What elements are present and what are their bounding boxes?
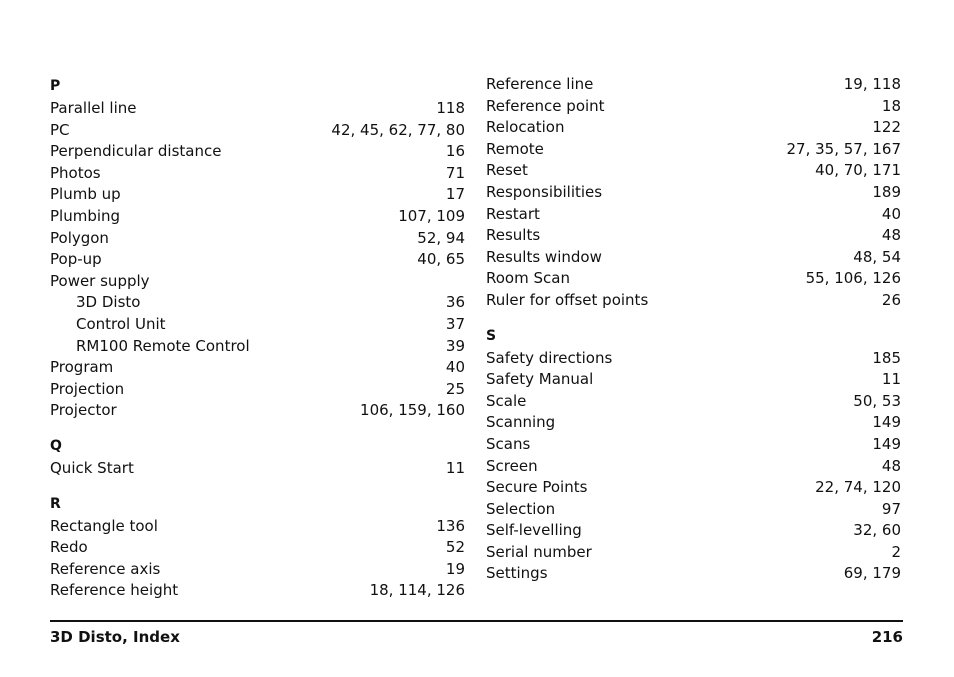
- page-references: 48: [880, 225, 901, 247]
- page-references: 69, 179: [842, 563, 901, 585]
- page-references: 25: [444, 379, 465, 401]
- index-term: Selection: [486, 499, 556, 518]
- index-subentry: [50, 292, 465, 314]
- page-references: 26: [880, 290, 901, 312]
- index-term: Power supply: [50, 271, 150, 290]
- page-references: 136: [434, 516, 465, 538]
- index-entry: [486, 290, 901, 312]
- index-term: Relocation: [486, 118, 565, 137]
- section-spacer: [486, 312, 901, 324]
- page-references: 11: [444, 458, 465, 480]
- page-references: 50, 53: [851, 391, 901, 413]
- page-references: 19: [444, 559, 465, 581]
- index-entry: [486, 477, 901, 499]
- index-entry: [50, 516, 465, 538]
- page-references: 42, 45, 62, 77, 80: [329, 120, 465, 142]
- index-entry: [486, 247, 901, 269]
- footer-title: 3D Disto, Index: [50, 628, 180, 646]
- page-references: 18, 114, 126: [368, 580, 465, 602]
- section-spacer: [50, 422, 465, 434]
- page-references: 22, 74, 120: [813, 477, 901, 499]
- page-references: 149: [870, 434, 901, 456]
- page-references: 97: [880, 499, 901, 521]
- page-references: 189: [870, 182, 901, 204]
- index-entry: [50, 120, 465, 142]
- page-references: 11: [880, 369, 901, 391]
- page-references: 52, 94: [415, 228, 465, 250]
- index-term: Restart: [486, 204, 540, 223]
- page-references: 40: [880, 204, 901, 226]
- index-entry: [486, 348, 901, 370]
- section-letter: R: [50, 495, 61, 512]
- index-term: Settings: [486, 564, 548, 583]
- index-term: Polygon: [50, 228, 109, 247]
- index-term: Reset: [486, 161, 528, 180]
- index-entry: [486, 369, 901, 391]
- index-term: Reference line: [486, 75, 594, 93]
- index-term: Scanning: [486, 413, 556, 432]
- page-references: 48: [880, 456, 901, 478]
- index-term: Safety Manual: [486, 370, 594, 389]
- page-references: 107, 109: [396, 206, 465, 228]
- index-entry: [50, 400, 465, 422]
- page-references: 185: [870, 348, 901, 370]
- index-entry: [486, 204, 901, 226]
- index-term: Redo: [50, 538, 88, 557]
- index-term: Plumbing: [50, 206, 121, 225]
- index-term: Responsibilities: [486, 182, 603, 201]
- page-references: 16: [444, 141, 465, 163]
- index-entry: [50, 141, 465, 163]
- index-term: Scale: [486, 391, 527, 410]
- index-term: Safety directions: [486, 348, 613, 367]
- section-spacer: [50, 480, 465, 492]
- index-entry: [50, 184, 465, 206]
- index-term: 3D Disto: [76, 293, 141, 312]
- page-footer: [50, 620, 903, 646]
- index-entry: [50, 559, 465, 581]
- index-term: Room Scan: [486, 269, 570, 288]
- index-term: Photos: [50, 163, 101, 182]
- page-references: 39: [444, 336, 465, 358]
- page-references: 71: [444, 163, 465, 185]
- index-subentry: [50, 336, 465, 358]
- index-term: Scans: [486, 434, 531, 453]
- page-references: 19, 118: [842, 74, 901, 96]
- index-entry: [486, 96, 901, 118]
- page-references: 18: [880, 96, 901, 118]
- index-term: Projector: [50, 401, 117, 420]
- section-letter: S: [486, 327, 497, 344]
- index-entry: [486, 520, 901, 542]
- page-references: 32, 60: [851, 520, 901, 542]
- index-term: RM100 Remote Control: [76, 336, 250, 355]
- page-references: 27, 35, 57, 167: [785, 139, 902, 161]
- index-entry: [486, 74, 901, 96]
- index-entry: [486, 268, 901, 290]
- page-references: 40, 65: [415, 249, 465, 271]
- index-entry: [486, 499, 901, 521]
- index-entry: [486, 139, 901, 161]
- index-entry: [486, 456, 901, 478]
- index-entry: [486, 182, 901, 204]
- index-column-right: [486, 74, 901, 585]
- index-entry: [50, 357, 465, 379]
- page-references: 122: [870, 117, 901, 139]
- page-number: 216: [871, 628, 903, 646]
- index-entry: [486, 542, 901, 564]
- index-term: PC: [50, 120, 70, 139]
- section-letter: Q: [50, 437, 62, 454]
- index-term: Serial number: [486, 542, 592, 561]
- page-references: 36: [444, 292, 465, 314]
- index-term: Screen: [486, 456, 538, 475]
- index-term: Self-levelling: [486, 521, 582, 540]
- index-entry: [50, 458, 465, 480]
- page-references: 37: [444, 314, 465, 336]
- index-term: Reference point: [486, 96, 605, 115]
- index-entry: [50, 580, 465, 602]
- page-references: 2: [889, 542, 901, 564]
- index-entry: [50, 98, 465, 120]
- index-subentry: [50, 314, 465, 336]
- index-entry: [486, 391, 901, 413]
- index-entry: [50, 249, 465, 271]
- page-references: 40, 70, 171: [813, 160, 901, 182]
- index-term: Results window: [486, 247, 602, 266]
- index-term: Reference height: [50, 581, 179, 600]
- index-entry: [50, 228, 465, 250]
- index-term: Rectangle tool: [50, 516, 158, 535]
- page-references: 17: [444, 184, 465, 206]
- page-references: 40: [444, 357, 465, 379]
- index-entry: [50, 537, 465, 559]
- index-entry: [486, 160, 901, 182]
- index-entry: [50, 163, 465, 185]
- index-term: Pop-up: [50, 250, 102, 269]
- page-references: 106, 159, 160: [358, 400, 465, 422]
- index-entry: [486, 412, 901, 434]
- index-term: Control Unit: [76, 314, 166, 333]
- index-column-left: [50, 74, 465, 602]
- index-group-heading: [50, 271, 465, 293]
- index-term: Reference axis: [50, 559, 161, 578]
- index-term: Ruler for offset points: [486, 290, 649, 309]
- index-term: Perpendicular distance: [50, 142, 222, 161]
- index-entry: [486, 434, 901, 456]
- index-entry: [50, 379, 465, 401]
- index-term: Quick Start: [50, 458, 134, 477]
- index-entry: [486, 563, 901, 585]
- index-term: Remote: [486, 139, 544, 158]
- index-entry: [486, 225, 901, 247]
- page-references: 48, 54: [851, 247, 901, 269]
- index-term: Projection: [50, 379, 125, 398]
- index-term: Parallel line: [50, 99, 137, 117]
- index-term: Program: [50, 358, 114, 377]
- page-references: 52: [444, 537, 465, 559]
- index-term: Secure Points: [486, 478, 588, 497]
- section-letter: P: [50, 78, 61, 94]
- page-references: 149: [870, 412, 901, 434]
- index-entry: [486, 117, 901, 139]
- page-references: 55, 106, 126: [804, 268, 901, 290]
- page-references: 118: [434, 98, 465, 120]
- index-term: Results: [486, 226, 541, 245]
- index-term: Plumb up: [50, 185, 121, 204]
- index-entry: [50, 206, 465, 228]
